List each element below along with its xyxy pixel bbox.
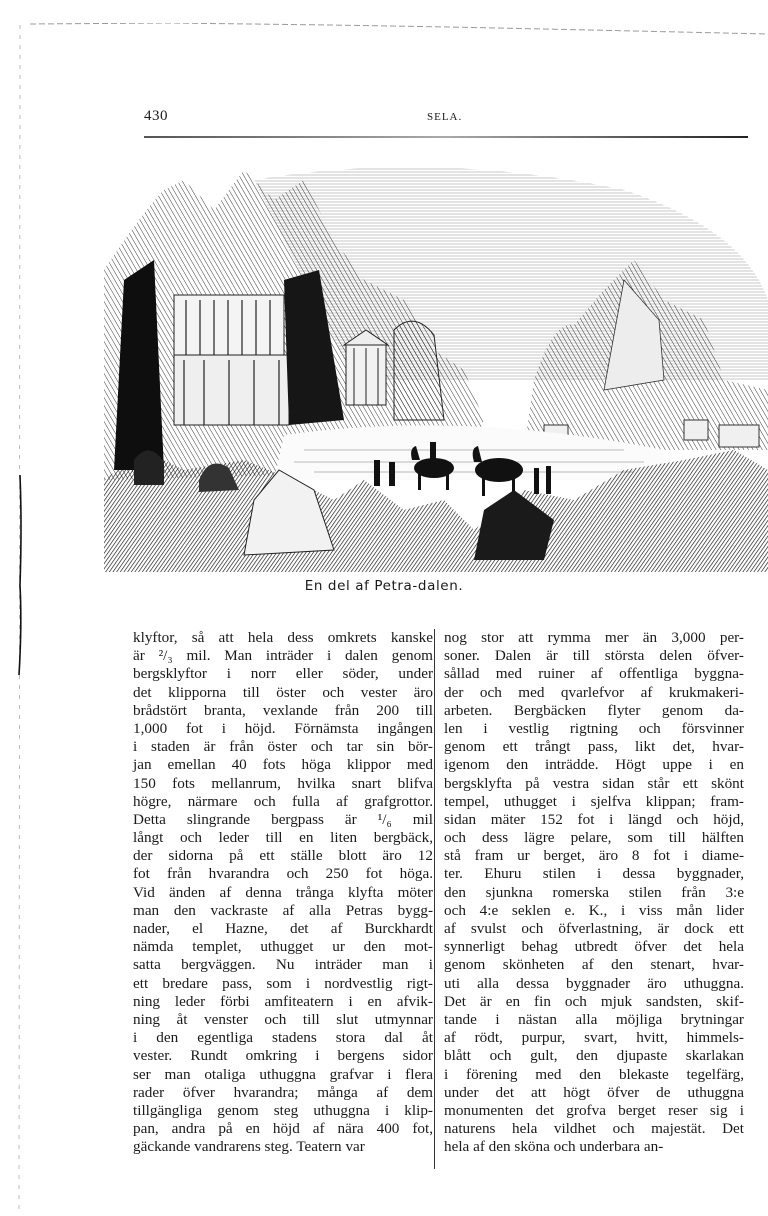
- text-line: igenom den inträdde. Högt uppe i en: [444, 756, 744, 774]
- running-head: SELA.: [427, 111, 463, 123]
- text-line: nader, el Hazne, det af Burckhardt: [133, 920, 433, 937]
- text-line: Vid änden af denna trånga klyfta möter: [133, 883, 433, 901]
- text-line: tande i nästan alla möjliga brytningar: [444, 1010, 744, 1028]
- text-line: genom skönheten af den stenart, hvar-: [444, 956, 744, 974]
- text-line: arbeten. Bergbäcken flyter genom da-: [444, 701, 744, 719]
- text-line: bergsklyfta på vestra sidan står ett skönt: [444, 774, 744, 792]
- text-line: ett bredare pass, som i nordvestlig rigt-: [133, 974, 433, 992]
- text-line: ser man otaliga uthuggna grafvar i flera: [133, 1065, 433, 1083]
- text-line: gäckande vandrarens steg. Teatern var: [133, 1138, 365, 1156]
- text-line: i den egentliga stadens stora dal åt: [133, 1029, 433, 1047]
- page-edge-artifact: [18, 25, 22, 1215]
- text-line: monumenten det grofva berget reser sig i: [444, 1101, 744, 1119]
- text-line: högre, närmare och fulla af grafgrottor.: [133, 792, 433, 810]
- engraving-image: [104, 150, 768, 572]
- text-line: Det är en fin och mjuk sandsten, skif-: [444, 992, 744, 1010]
- text-line: långt och leder till en liten bergbäck,: [133, 829, 433, 847]
- text-line: nog stor att rymma mer än 3,000 per-: [444, 629, 744, 646]
- text-line: man den vackraste af alla Petras bygg-: [133, 901, 433, 919]
- text-line: der sidorna på ett ställe blott äro 12: [133, 847, 433, 865]
- text-line: Detta slingrande bergpass är ¹/₆ mil: [133, 810, 433, 828]
- text-line: fot från hvarandra och 250 fot höga.: [133, 865, 433, 883]
- text-line: uti alla dessa byggnader äro uthuggna.: [444, 974, 744, 992]
- text-line: i förening med den blekaste tegelfärg,: [444, 1065, 744, 1083]
- text-line: naturens hela vildhet och majestät. Det: [444, 1120, 744, 1138]
- text-line: ning åt venster och till slut utmynnar: [133, 1010, 433, 1028]
- header-rule: [144, 136, 748, 138]
- text-line: och 4:e seklen e. K., i viss mån lider: [444, 901, 744, 919]
- text-line: tillgängliga genom steg uthuggna i klip-: [133, 1101, 433, 1119]
- text-line: pan, andra på en höjd af nära 400 fot,: [133, 1120, 433, 1138]
- text-line: genom ett trångt pass, likt det, hvar-: [444, 738, 744, 756]
- text-line: satta bergväggen. Nu inträder man i: [133, 956, 433, 974]
- text-line: 150 fots mellanrum, hvilka snart blifva: [133, 774, 433, 792]
- text-line: är ²/₃ mil. Man inträder i dalen genom: [133, 647, 433, 665]
- text-line: nämda templet, uthugget ur den mot-: [133, 938, 433, 956]
- text-line: 1,000 fot i höjd. Förnämsta ingången: [133, 719, 433, 737]
- text-line: der och med qvarlefvor af krukmakeri-: [444, 683, 744, 701]
- petra-valley-engraving: [104, 150, 768, 572]
- text-line: synnerligt behag utbredt öfver det hela: [444, 938, 744, 956]
- text-line: det klipporna till öster och vester äro: [133, 683, 433, 701]
- text-line: jan emellan 40 fots höga klippor med: [133, 756, 433, 774]
- text-line: i staden är från öster och tar sin bör-: [133, 738, 433, 756]
- text-line: stå fram ur berget, äro 8 fot i diame-: [444, 847, 744, 865]
- text-line: af rödt, purpur, svart, hvitt, himmels-: [444, 1029, 744, 1047]
- text-column-right: [444, 629, 744, 1156]
- column-divider: [434, 629, 435, 1169]
- text-line: och dess lägre pelare, som till hälften: [444, 829, 744, 847]
- text-line: tempel, uthugget i sjelfva klippan; fram-: [444, 792, 744, 810]
- text-line: blått och gult, den djupaste skarlakan: [444, 1047, 744, 1065]
- text-line: rader öfver hvarandra; många af dem: [133, 1083, 433, 1101]
- text-line: bergsklyftor i norr eller söder, under: [133, 665, 433, 683]
- text-line: af svulst och öfverlastning, är dock ett: [444, 920, 744, 937]
- figure-caption: En del af Petra-dalen.: [304, 578, 464, 594]
- text-line: under det att högt öfver de uthuggna: [444, 1083, 744, 1101]
- text-line: hela af den sköna och underbara an-: [444, 1138, 664, 1156]
- text-line: klyftor, så att hela dess omkrets kanske: [133, 629, 433, 646]
- scan-edge-artifact: [30, 23, 768, 51]
- text-line: sidan mäter 152 fot i längd och höjd,: [444, 810, 744, 828]
- text-line: vester. Rundt omkring i bergens sidor: [133, 1047, 433, 1065]
- page-header: [144, 108, 748, 132]
- text-line: ning leder förbi amfiteatern i en afvik-: [133, 992, 433, 1010]
- text-column-left: [133, 629, 433, 1156]
- page-number: 430: [144, 108, 168, 124]
- text-line: len i vestlig rigtning och försvinner: [444, 719, 744, 737]
- text-line: sållad med ruiner af offentliga byggna-: [444, 665, 744, 683]
- text-line: soner. Dalen är till största delen öfver-: [444, 647, 744, 665]
- text-line: brådstört branta, vexlande från 200 till: [133, 701, 433, 719]
- text-line: ter. Ehuru stilen i dessa byggnader,: [444, 865, 744, 883]
- text-line: den sjunkna romerska stilen från 3:e: [444, 883, 744, 901]
